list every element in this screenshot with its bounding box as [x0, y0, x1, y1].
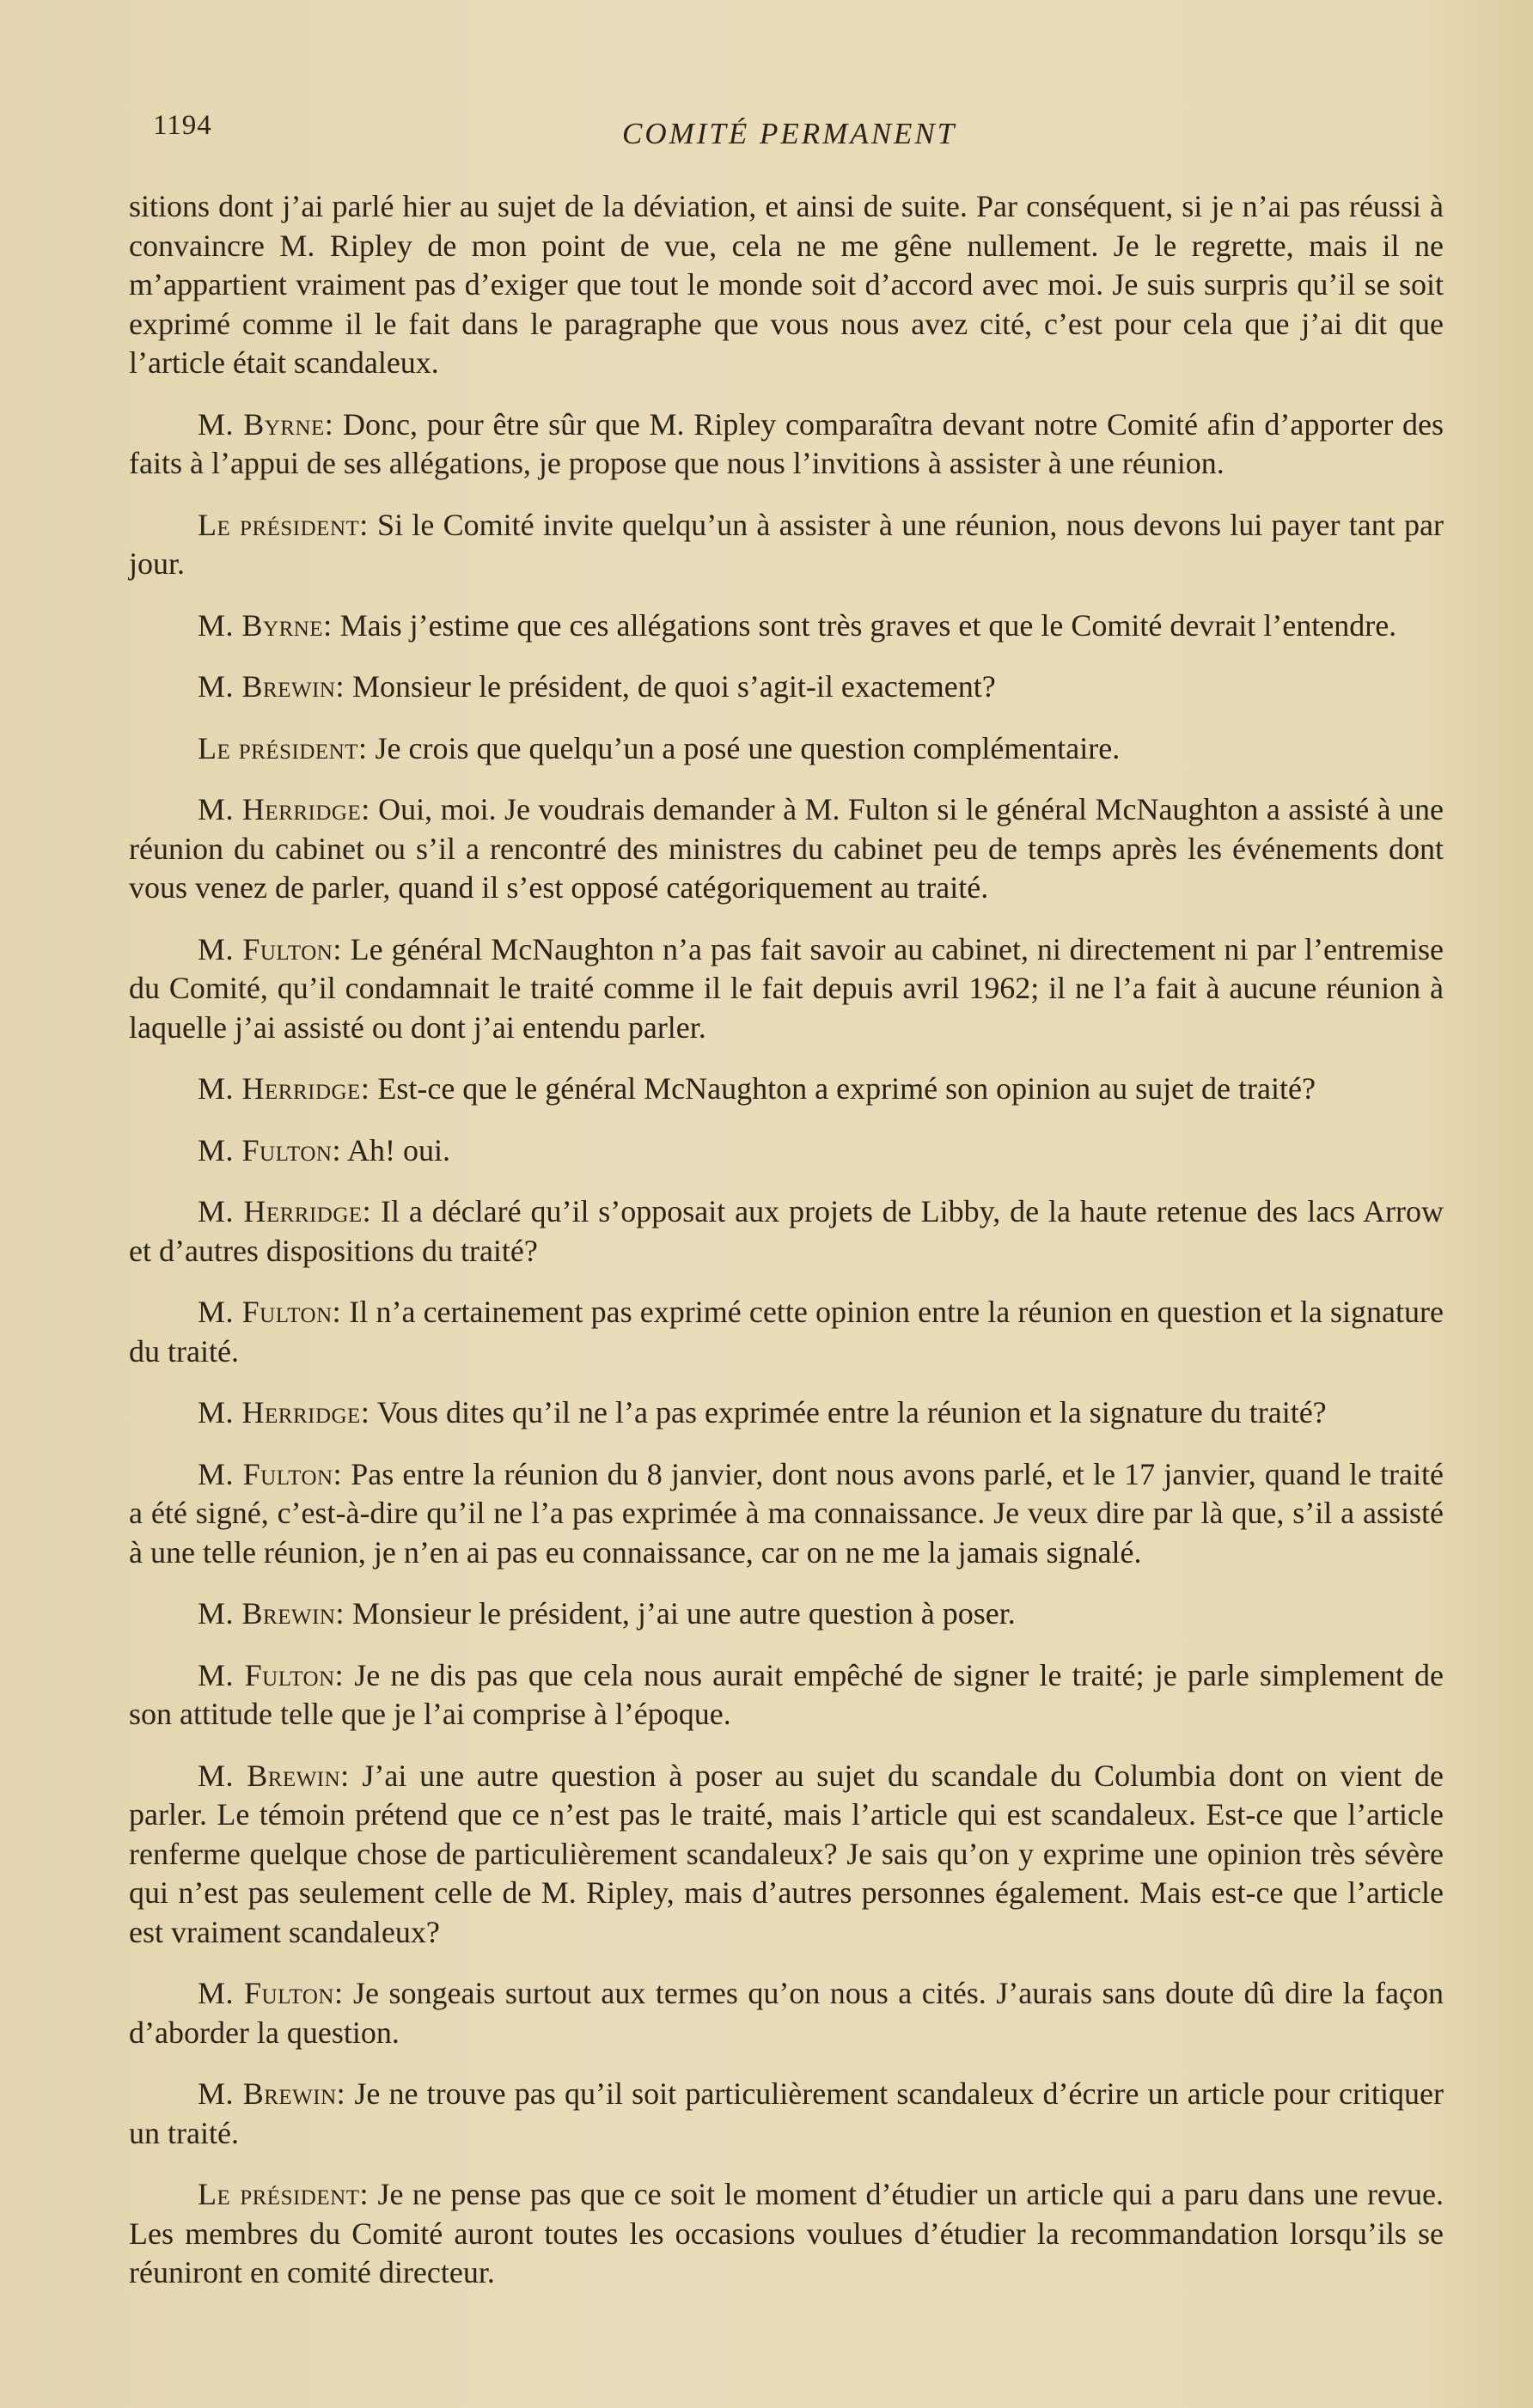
speech-text: Je ne dis pas que cela nous aurait empêché de signer le traité; je parle simplement de son attitude telle que je l’ai comprise à l’époque.	[129, 1657, 1444, 1731]
paragraph	[129, 1131, 1444, 1171]
speech-text: Je ne pense pas que ce soit le moment d’étudier un article qui a paru dans une revue. Les membres du Comité auront toutes les occasions voulues d’étudier la recommandation lorsqu’ils se réuniront en comité directeur.	[129, 2177, 1444, 2289]
paragraph	[129, 1974, 1444, 2052]
speech-text: sitions dont j’ai parlé hier au sujet de la déviation, et ainsi de suite. Par conséquent, si je n’ai pas réussi à convaincre M. Ripley de mon point de vue, cela ne me gêne nullement. Je le regrette, mais il ne m’appartient vraiment pas d’exiger que tout le monde soit d’accord avec moi. Je suis surpris qu’il se soit exprimé comme il le fait dans le paragraphe que vous nous avez cité, c’est pour cela que j’ai dit que l’article était scandaleux.	[129, 189, 1444, 380]
paragraph	[129, 1070, 1444, 1109]
speech-text: Monsieur le président, j’ai une autre question à poser.	[344, 1596, 1016, 1631]
paragraph	[129, 1594, 1444, 1634]
paragraph	[129, 1455, 1444, 1573]
speech-text: Je crois que quelqu’un a posé une question complémentaire.	[367, 730, 1121, 765]
speech-text: Il a déclaré qu’il s’opposait aux projets de Libby, de la haute retenue des lacs Arrow et d’autres dispositions du traité?	[129, 1194, 1444, 1268]
speech-text: Est-ce que le général McNaughton a exprimé son opinion au sujet de traité?	[370, 1071, 1316, 1106]
paragraph	[129, 930, 1444, 1048]
speaker-name: M. Fulton:	[198, 931, 342, 966]
paragraph	[129, 2175, 1444, 2293]
paragraph	[129, 405, 1444, 484]
speech-text: Oui, moi. Je voudrais demander à M. Fulton si le général McNaughton a assisté à une réunion du cabinet ou s’il a rencontré des ministres du cabinet peu de temps après les événements dont vous venez de parler, quand il s’est opposé catégoriquement au traité.	[129, 792, 1444, 905]
speech-text: Donc, pour être sûr que M. Ripley comparaîtra devant notre Comité afin d’apporter des faits à l’appui de ses allégations, je propose que nous l’invitions à assister à une réunion.	[129, 406, 1444, 480]
speaker-name: M. Byrne:	[198, 607, 333, 643]
speaker-name: M. Herridge:	[198, 1395, 370, 1430]
speaker-name: M. Brewin:	[198, 1758, 350, 1793]
paragraph	[129, 790, 1444, 908]
speaker-name: M. Herridge:	[198, 792, 370, 826]
speech-text: Je ne trouve pas qu’il soit particulièrement scandaleux d’écrire un article pour critiquer un traité.	[129, 2076, 1444, 2150]
speaker-name: M. Fulton:	[198, 1657, 345, 1692]
speech-text: Pas entre la réunion du 8 janvier, dont nous avons parlé, et le 17 janvier, quand le traité a été signé, c’est-à-dire qu’il ne l’a pas exprimée à ma connaissance. Je veux dire par là que, s’il a assisté à une telle réunion, je n’en ai pas eu connaissance, car on ne me la jamais signalé.	[129, 1456, 1444, 1570]
speaker-name: M. Fulton:	[198, 1132, 341, 1167]
speech-text: Vous dites qu’il ne l’a pas exprimée entre la réunion et la signature du traité?	[370, 1395, 1327, 1430]
speaker-name: M. Fulton:	[198, 1295, 342, 1329]
speech-text: Il n’a certainement pas exprimé cette opinion entre la réunion en question et la signature du traité.	[129, 1295, 1444, 1369]
running-header: COMITÉ PERMANENT	[622, 117, 957, 150]
paragraph-continuation	[129, 187, 1444, 383]
speaker-name: Le président:	[198, 2177, 369, 2211]
speaker-name: M. Herridge:	[198, 1194, 372, 1228]
paragraph	[129, 607, 1444, 646]
speaker-name: M. Fulton:	[198, 1976, 344, 2010]
speech-text: Le général McNaughton n’a pas fait savoir au cabinet, ni directement ni par l’entremise du Comité, qu’il condamnait le traité comme il le fait depuis avril 1962; il ne l’a fait à aucune réunion à laquelle j’ai assisté ou dont j’ai entendu parler.	[129, 931, 1444, 1045]
transcript-body	[129, 187, 1444, 2315]
paragraph	[129, 1656, 1444, 1734]
page-number: 1194	[153, 110, 212, 141]
paragraph	[129, 506, 1444, 584]
speech-text: Mais j’estime que ces allégations sont très graves et que le Comité devrait l’entendre.	[332, 607, 1397, 643]
speaker-name: M. Brewin:	[198, 1596, 345, 1631]
speech-text: Je songeais surtout aux termes qu’on nous a cités. J’aurais sans doute dû dire la façon d’aborder la question.	[129, 1976, 1444, 2050]
paragraph	[129, 1293, 1444, 1371]
speaker-name: M. Brewin:	[198, 669, 345, 704]
speech-text: Si le Comité invite quelqu’un à assister à une réunion, nous devons lui payer tant par jour.	[129, 507, 1444, 581]
speech-text: Ah! oui.	[341, 1132, 451, 1167]
paragraph	[129, 1393, 1444, 1433]
paragraph	[129, 729, 1444, 769]
speaker-name: M. Fulton:	[198, 1456, 343, 1491]
speaker-name: M. Byrne:	[198, 406, 334, 442]
paragraph	[129, 668, 1444, 707]
speech-text: Monsieur le président, de quoi s’agit-il exactement?	[344, 669, 996, 704]
paragraph	[129, 2075, 1444, 2153]
paragraph	[129, 1757, 1444, 1953]
speaker-name: Le président:	[198, 507, 369, 542]
speaker-name: M. Brewin:	[198, 2076, 346, 2111]
speaker-name: Le président:	[198, 730, 368, 765]
speaker-name: M. Herridge:	[198, 1071, 370, 1106]
paragraph	[129, 1192, 1444, 1271]
speech-text: J’ai une autre question à poser au sujet du scandale du Columbia dont on vient de parler. Le témoin prétend que ce n’est pas le traité, mais l’article qui est scandaleux. Est-ce que l’article renferme quelque chose de particulièrement scandaleux? Je sais qu’on y exprime une opinion très sévère qui n’est pas seulement celle de M. Ripley, mais d’autres personnes également. Mais est-ce que l’article est vraiment scandaleux?	[129, 1758, 1444, 1949]
